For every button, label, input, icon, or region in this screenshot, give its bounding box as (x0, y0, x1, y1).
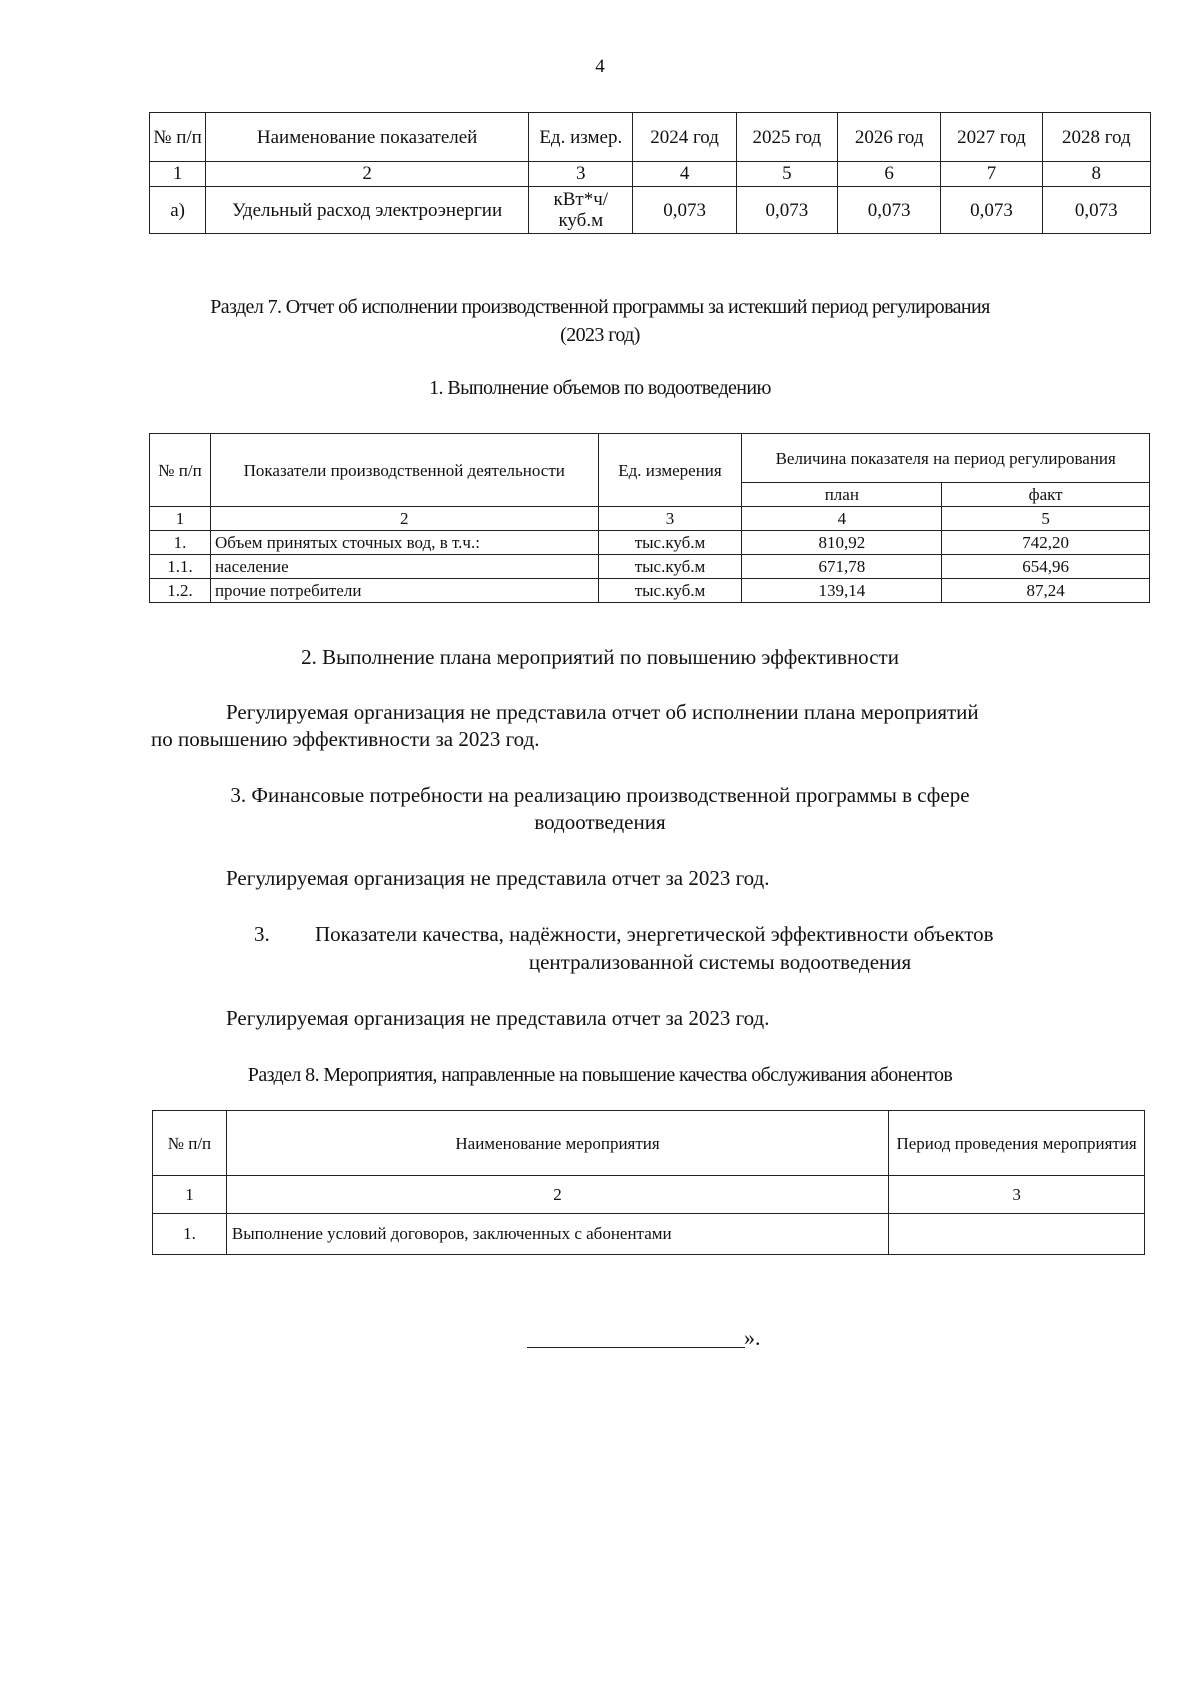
section7-title-line1: Раздел 7. Отчет об исполнении производственной программы за истекший период регулирования (210, 296, 990, 318)
section7-title-line2: (2023 год) (560, 324, 640, 346)
table-header-row (150, 113, 1151, 162)
header-cell: 2026 год (838, 113, 941, 162)
header-cell: Ед. измер. (529, 113, 633, 162)
header-cell: № п/п (153, 1111, 227, 1176)
table-cell: тыс.куб.м (598, 579, 742, 603)
column-number: 1 (153, 1176, 227, 1214)
subsection3b-title-line1: Показатели качества, надёжности, энергетической эффективности объектов (315, 922, 994, 946)
column-number-row (150, 507, 1150, 531)
table-cell: 654,96 (942, 555, 1150, 579)
table-cell: 87,24 (942, 579, 1150, 603)
column-number: 3 (889, 1176, 1145, 1214)
column-number: 3 (529, 162, 633, 187)
subsection3-title-line1: 3. Финансовые потребности на реализацию производственной программы в сфере (230, 783, 970, 807)
table-cell: 0,073 (736, 187, 837, 234)
header-cell: Показатели производственной деятельности (210, 434, 598, 507)
table-cell: а) (150, 187, 206, 234)
header-cell: 2028 год (1042, 113, 1150, 162)
header-cell: факт (942, 483, 1150, 507)
table-cell: 139,14 (742, 579, 942, 603)
subsection2-para-line1: Регулируемая организация не представила отчет об исполнении плана мероприятий (226, 700, 979, 724)
column-number-row (153, 1176, 1145, 1214)
column-number: 4 (633, 162, 736, 187)
table-cell: тыс.куб.м (598, 531, 742, 555)
header-cell: план (742, 483, 942, 507)
column-number: 2 (210, 507, 598, 531)
subsection2-title: 2. Выполнение плана мероприятий по повышению эффективности (301, 645, 899, 669)
energy-indicators-table (149, 112, 1151, 234)
table-cell: кВт*ч/ куб.м (529, 187, 633, 234)
column-number: 5 (942, 507, 1150, 531)
header-cell: Наименование мероприятия (226, 1111, 888, 1176)
table-cell: Удельный расход электроэнергии (206, 187, 529, 234)
closing-underline (527, 1347, 745, 1348)
table-cell (889, 1214, 1145, 1255)
table-cell: 0,073 (838, 187, 941, 234)
table-cell: 1. (153, 1214, 227, 1255)
table-cell: прочие потребители (210, 579, 598, 603)
subsection3-title-line2: водоотведения (534, 810, 666, 834)
header-cell: 2027 год (941, 113, 1042, 162)
table-header-row (153, 1111, 1145, 1176)
table-cell: 0,073 (633, 187, 736, 234)
table-header-row (150, 434, 1150, 483)
column-number: 1 (150, 162, 206, 187)
table-cell: Объем принятых сточных вод, в т.ч.: (210, 531, 598, 555)
table-cell: тыс.куб.м (598, 555, 742, 579)
column-number: 6 (838, 162, 941, 187)
subsection3b-title-line2: централизованной системы водоотведения (528, 950, 912, 974)
column-number: 4 (742, 507, 942, 531)
subsection1-title: 1. Выполнение объемов по водоотведению (429, 377, 771, 399)
section8-title: Раздел 8. Мероприятия, направленные на повышение качества обслуживания абонентов (247, 1064, 953, 1086)
table-cell: Выполнение условий договоров, заключенных с абонентами (226, 1214, 888, 1255)
column-number: 2 (206, 162, 529, 187)
table-cell: 0,073 (1042, 187, 1150, 234)
column-number-row (150, 162, 1151, 187)
header-cell: Ед. измерения (598, 434, 742, 507)
header-cell: Период проведения мероприятия (889, 1111, 1145, 1176)
header-cell: 2025 год (736, 113, 837, 162)
table-row (150, 579, 1150, 603)
page-number: 4 (595, 56, 605, 77)
subsection2-para-line2: по повышению эффективности за 2023 год. (151, 727, 540, 751)
column-number: 7 (941, 162, 1042, 187)
table-cell: 0,073 (941, 187, 1042, 234)
table-row (150, 531, 1150, 555)
column-number: 1 (150, 507, 211, 531)
wastewater-volumes-table (149, 433, 1150, 603)
header-cell: Наименование показателей (206, 113, 529, 162)
header-cell: Величина показателя на период регулирования (742, 434, 1150, 483)
table-cell: 1.1. (150, 555, 211, 579)
column-number: 3 (598, 507, 742, 531)
table-cell: 1. (150, 531, 211, 555)
table-cell: 742,20 (942, 531, 1150, 555)
table-cell: 810,92 (742, 531, 942, 555)
table-cell: население (210, 555, 598, 579)
table-cell: 1.2. (150, 579, 211, 603)
column-number: 2 (226, 1176, 888, 1214)
closing-quote: ». (744, 1325, 761, 1350)
table-cell: 671,78 (742, 555, 942, 579)
subscriber-measures-table (152, 1110, 1145, 1255)
table-row (150, 555, 1150, 579)
header-cell: № п/п (150, 113, 206, 162)
header-cell: № п/п (150, 434, 211, 507)
subsection3-para: Регулируемая организация не представила отчет за 2023 год. (226, 866, 770, 890)
subsection3b-para: Регулируемая организация не представила отчет за 2023 год. (226, 1006, 770, 1030)
header-cell: 2024 год (633, 113, 736, 162)
table-row (153, 1214, 1145, 1255)
column-number: 8 (1042, 162, 1150, 187)
table-row (150, 187, 1151, 234)
column-number: 5 (736, 162, 837, 187)
subsection3b-number: 3. (254, 922, 270, 946)
